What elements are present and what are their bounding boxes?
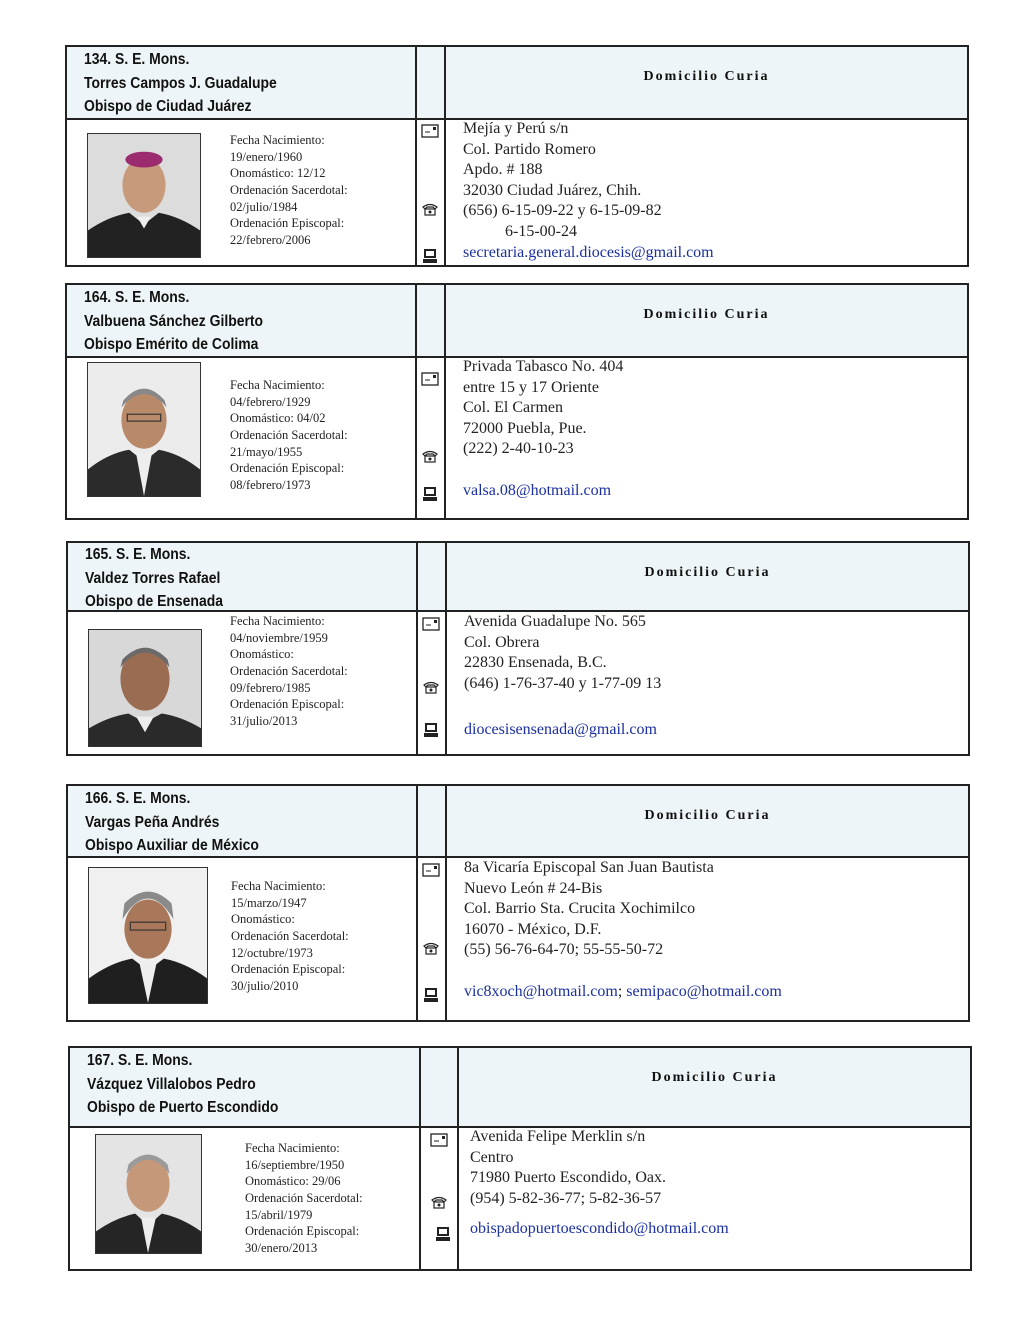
bishop-role: Obispo de Puerto Escondido bbox=[87, 1099, 279, 1116]
bishop-name: Torres Campos J. Guadalupe bbox=[84, 74, 277, 92]
curia-label: Domicilio Curia bbox=[644, 808, 771, 823]
onomastic: Onomástico: bbox=[231, 912, 295, 927]
address-line: Nuevo León # 24-Bis bbox=[464, 879, 603, 897]
address-line: Privada Tabasco No. 404 bbox=[463, 358, 624, 375]
phone-numbers-extra: 6-15-00-24 bbox=[505, 222, 577, 240]
entry-number-title: 167. S. E. Mons. bbox=[87, 1052, 193, 1069]
bishop-name: Valbuena Sánchez Gilberto bbox=[84, 312, 264, 330]
bishop-ordination-label: Ordenación Episcopal: bbox=[245, 1224, 360, 1239]
blank-line bbox=[464, 694, 661, 720]
priest-ordination-label: Ordenación Sacerdotal: bbox=[230, 664, 348, 679]
birth-date: 04/noviembre/1959 bbox=[230, 630, 328, 645]
blank-line bbox=[464, 961, 782, 982]
entry-number-title: 164. S. E. Mons. bbox=[84, 289, 190, 306]
bishop-card bbox=[68, 1046, 972, 1271]
priest-ordination-date: 02/julio/1984 bbox=[230, 199, 298, 214]
phone-numbers: (222) 2-40-10-23 bbox=[463, 440, 574, 458]
address-line: entre 15 y 17 Oriente bbox=[463, 378, 599, 396]
birth-label: Fecha Nacimiento: bbox=[231, 879, 326, 893]
computer-icon bbox=[421, 486, 439, 502]
telephone-icon bbox=[430, 1194, 448, 1210]
telephone-icon bbox=[421, 201, 439, 217]
computer-icon bbox=[422, 987, 440, 1003]
bishop-name-block bbox=[84, 286, 263, 357]
onomastic: Onomástico: 29/06 bbox=[245, 1174, 341, 1189]
address-line: 16070 - México, D.F. bbox=[464, 920, 602, 938]
birth-date: 04/febrero/1929 bbox=[230, 394, 311, 409]
email-link[interactable]: diocesisensenada@gmail.com bbox=[464, 721, 657, 739]
bishop-dates bbox=[230, 132, 348, 249]
address-line: Centro bbox=[470, 1148, 514, 1166]
onomastic: Onomástico: 04/02 bbox=[230, 411, 326, 426]
address-line: Avenida Guadalupe No. 565 bbox=[464, 613, 646, 630]
curia-label: Domicilio Curia bbox=[644, 565, 771, 580]
phone-numbers: (656) 6-15-09-22 y 6-15-09-82 bbox=[463, 202, 662, 220]
priest-ordination-label: Ordenación Sacerdotal: bbox=[230, 183, 348, 198]
address-line: 71980 Puerto Escondido, Oax. bbox=[470, 1169, 666, 1187]
address-line: Apdo. # 188 bbox=[463, 161, 543, 179]
curia-label: Domicilio Curia bbox=[651, 1070, 778, 1085]
bishop-photo bbox=[87, 362, 201, 497]
address-line: Col. Obrera bbox=[464, 633, 540, 651]
bishop-photo bbox=[88, 629, 202, 747]
priest-ordination-label: Ordenación Sacerdotal: bbox=[245, 1191, 363, 1206]
mailbox-icon bbox=[421, 123, 439, 139]
bishop-ordination-date: 30/enero/2013 bbox=[245, 1241, 318, 1256]
curia-label: Domicilio Curia bbox=[643, 69, 770, 84]
bishop-name-block bbox=[85, 787, 259, 858]
telephone-icon bbox=[422, 940, 440, 956]
bishop-card bbox=[65, 45, 969, 267]
bishop-dates bbox=[230, 613, 348, 730]
priest-ordination-date: 15/abril/1979 bbox=[245, 1207, 313, 1222]
bishop-ordination-date: 08/febrero/1973 bbox=[230, 478, 311, 493]
entry-number-title: 166. S. E. Mons. bbox=[85, 790, 191, 807]
priest-ordination-label: Ordenación Sacerdotal: bbox=[230, 428, 348, 443]
curia-address bbox=[464, 612, 661, 741]
bishop-dates bbox=[245, 1140, 363, 1257]
entry-number-title: 134. S. E. Mons. bbox=[84, 51, 190, 68]
birth-label: Fecha Nacimiento: bbox=[230, 378, 325, 392]
bishop-role: Obispo Auxiliar de México bbox=[85, 837, 259, 854]
bishop-name: Vargas Peña Andrés bbox=[85, 813, 220, 831]
curia-address bbox=[470, 1127, 729, 1240]
bishop-photo bbox=[87, 133, 201, 258]
birth-date: 15/marzo/1947 bbox=[231, 895, 307, 910]
email-link[interactable]: secretaria.general.diocesis@gmail.com bbox=[463, 243, 714, 261]
birth-label: Fecha Nacimiento: bbox=[230, 133, 325, 147]
birth-date: 16/septiembre/1950 bbox=[245, 1157, 345, 1172]
bishop-ordination-label: Ordenación Episcopal: bbox=[230, 216, 345, 231]
bishop-role: Obispo de Ciudad Juárez bbox=[84, 98, 252, 115]
bishop-name-block bbox=[85, 543, 223, 614]
computer-icon bbox=[422, 722, 440, 738]
birth-label: Fecha Nacimiento: bbox=[230, 614, 325, 628]
birth-date: 19/enero/1960 bbox=[230, 149, 303, 164]
computer-icon bbox=[421, 248, 439, 264]
divider bbox=[419, 1048, 421, 1269]
mailbox-icon bbox=[421, 371, 439, 387]
bishop-name-block bbox=[87, 1049, 278, 1120]
telephone-icon bbox=[421, 448, 439, 464]
onomastic: Onomástico: bbox=[230, 647, 294, 662]
priest-ordination-date: 21/mayo/1955 bbox=[230, 444, 303, 459]
telephone-icon bbox=[422, 679, 440, 695]
bishop-photo bbox=[95, 1134, 202, 1254]
bishop-card bbox=[66, 784, 970, 1022]
divider bbox=[416, 543, 418, 754]
bishop-role: Obispo Emérito de Colima bbox=[84, 336, 259, 353]
entry-number-title: 165. S. E. Mons. bbox=[85, 546, 191, 563]
curia-address bbox=[464, 858, 782, 1002]
email-separator: ; bbox=[617, 982, 627, 1000]
divider bbox=[415, 285, 417, 518]
address-line: Col. Partido Romero bbox=[463, 140, 596, 158]
address-line: Avenida Felipe Merklin s/n bbox=[470, 1128, 646, 1145]
curia-label: Domicilio Curia bbox=[643, 307, 770, 322]
blank-line bbox=[463, 460, 623, 481]
blank-line bbox=[470, 1209, 729, 1219]
bishop-dates bbox=[230, 377, 348, 494]
bishop-name: Valdez Torres Rafael bbox=[85, 569, 221, 587]
bishop-role: Obispo de Ensenada bbox=[85, 593, 223, 610]
address-line: 32030 Ciudad Juárez, Chih. bbox=[463, 181, 642, 199]
bishop-ordination-label: Ordenación Episcopal: bbox=[230, 461, 345, 476]
priest-ordination-date: 09/febrero/1985 bbox=[230, 680, 311, 695]
address-line: Col. Barrio Sta. Crucita Xochimilco bbox=[464, 900, 696, 918]
email-link-secondary[interactable]: semipaco@hotmail.com bbox=[626, 982, 782, 1000]
address-line: Col. El Carmen bbox=[463, 399, 563, 417]
bishop-ordination-label: Ordenación Episcopal: bbox=[230, 697, 345, 712]
phone-numbers: (954) 5-82-36-77; 5-82-36-57 bbox=[470, 1189, 662, 1207]
address-line: 8a Vicaría Episcopal San Juan Bautista bbox=[464, 859, 714, 876]
divider bbox=[415, 47, 417, 265]
email-link[interactable]: valsa.08@hotmail.com bbox=[463, 481, 612, 499]
email-link[interactable]: vic8xoch@hotmail.com bbox=[464, 982, 618, 1000]
curia-address bbox=[463, 357, 623, 501]
onomastic: Onomástico: 12/12 bbox=[230, 166, 326, 181]
bishop-name: Vázquez Villalobos Pedro bbox=[87, 1075, 256, 1093]
address-line: Mejía y Perú s/n bbox=[463, 120, 569, 137]
mailbox-icon bbox=[422, 616, 440, 632]
divider bbox=[416, 786, 418, 1020]
bishop-photo bbox=[88, 867, 208, 1004]
computer-icon bbox=[434, 1226, 452, 1242]
phone-numbers: (55) 56-76-64-70; 55-55-50-72 bbox=[464, 941, 664, 959]
address-line: 22830 Ensenada, B.C. bbox=[464, 654, 607, 672]
bishop-ordination-label: Ordenación Episcopal: bbox=[231, 962, 346, 977]
bishop-dates bbox=[231, 878, 349, 995]
bishop-ordination-date: 31/julio/2013 bbox=[230, 714, 298, 729]
email-link[interactable]: obispadopuertoescondido@hotmail.com bbox=[470, 1220, 729, 1238]
priest-ordination-date: 12/octubre/1973 bbox=[231, 945, 313, 960]
birth-label: Fecha Nacimiento: bbox=[245, 1141, 340, 1155]
mailbox-icon bbox=[422, 862, 440, 878]
bishop-name-block bbox=[84, 48, 277, 119]
bishop-ordination-date: 30/julio/2010 bbox=[231, 979, 299, 994]
bishop-ordination-date: 22/febrero/2006 bbox=[230, 233, 311, 248]
bishop-card bbox=[65, 283, 969, 520]
address-line: 72000 Puebla, Pue. bbox=[463, 419, 587, 437]
phone-numbers: (646) 1-76-37-40 y 1-77-09 13 bbox=[464, 674, 662, 692]
mailbox-icon bbox=[430, 1132, 448, 1148]
curia-address bbox=[463, 119, 714, 263]
priest-ordination-label: Ordenación Sacerdotal: bbox=[231, 929, 349, 944]
bishop-card bbox=[66, 541, 970, 756]
